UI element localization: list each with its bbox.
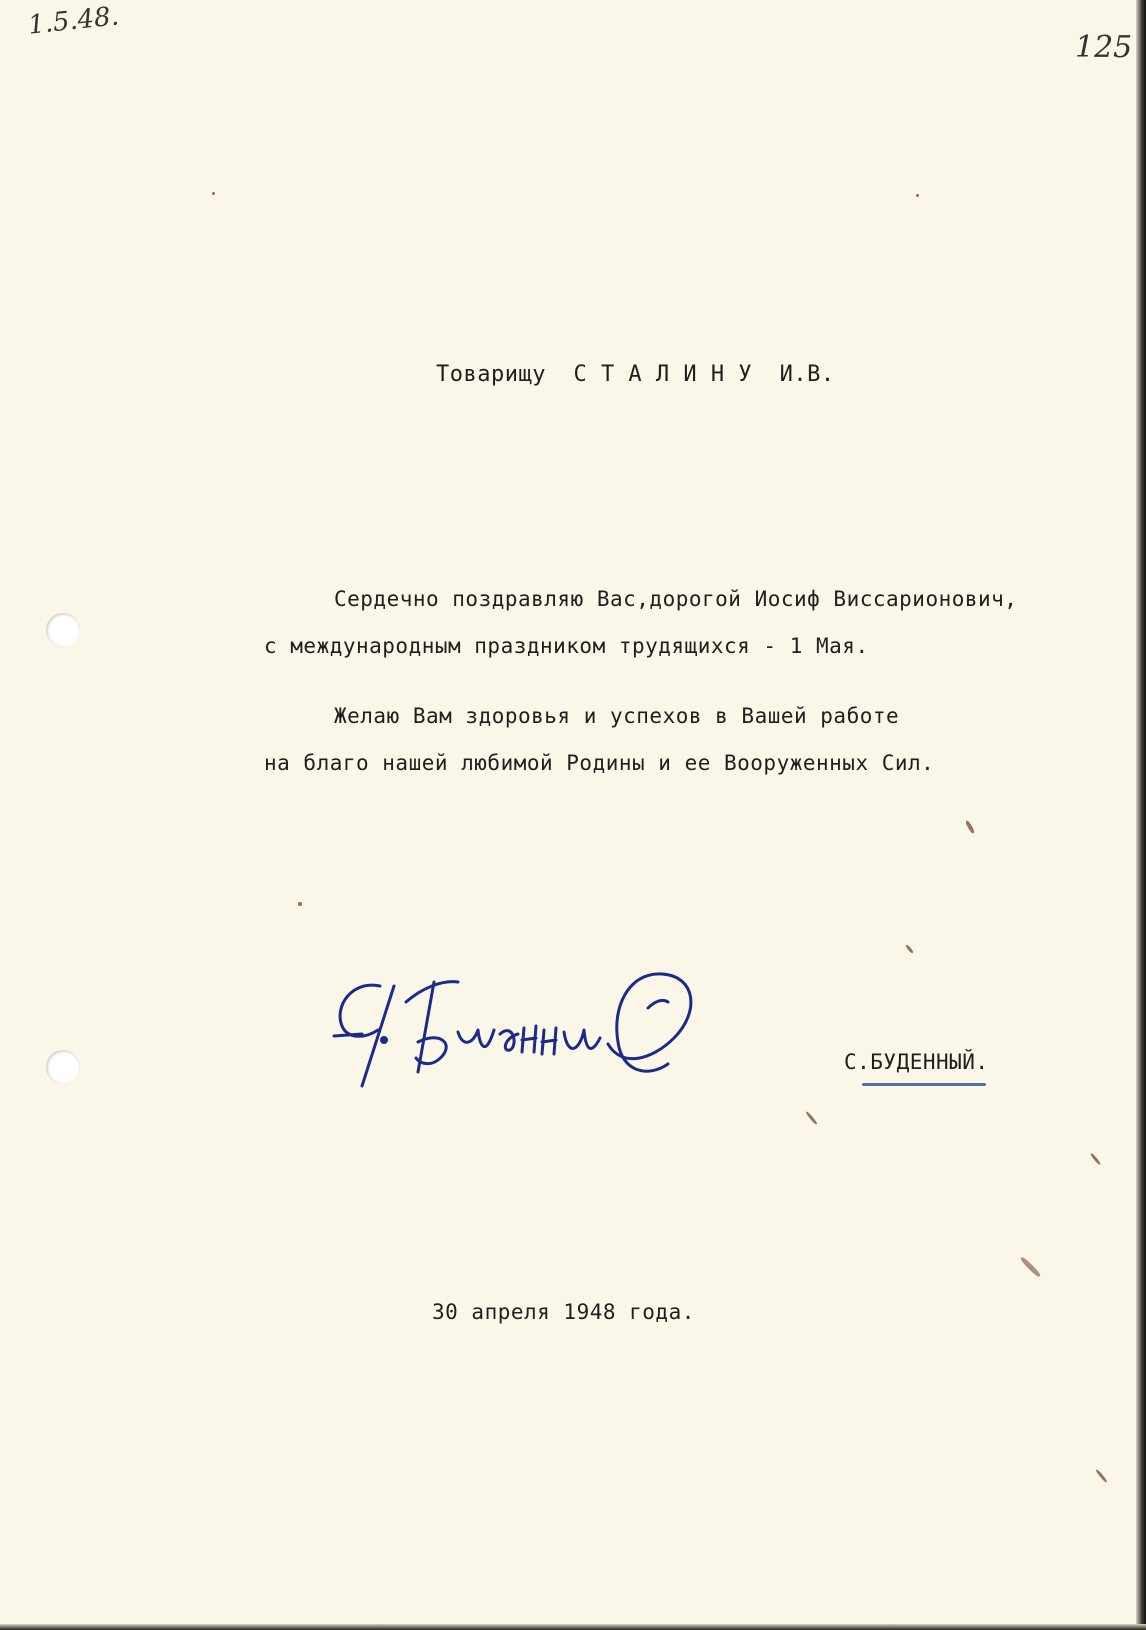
paper-speck: [1020, 1256, 1042, 1278]
paper-speck: [1090, 1153, 1101, 1166]
paper-speck: [916, 194, 919, 197]
paragraph-1-line-1: Сердечно поздравляю Вас,дорогой Иосиф Виссарионович,: [334, 587, 1018, 611]
signatory-underline: [862, 1083, 986, 1086]
addressee-line: Товарищу С Т А Л И Н У И.В.: [436, 362, 835, 387]
page-edge-bottom: [0, 1624, 1146, 1630]
letter-date: 30 апреля 1948 года.: [432, 1300, 695, 1324]
paper-speck: [1095, 1469, 1108, 1483]
paper-speck: [212, 192, 215, 195]
archive-date-note: 1.5.48.: [26, 1, 121, 41]
handwritten-signature: [322, 968, 732, 1098]
paragraph-2-line-1: Желаю Вам здоровья и успехов в Вашей работе: [334, 704, 900, 728]
paper-speck: [298, 902, 302, 906]
paragraph-2-line-2: на благо нашей любимой Родины и ее Вооруженных Сил.: [264, 751, 935, 775]
signatory-name: С.БУДЕННЫЙ.: [844, 1050, 989, 1074]
paper-speck: [905, 944, 914, 954]
punch-hole-bottom: [46, 1050, 80, 1084]
paragraph-1-line-2: с международным праздником трудящихся - 1 Мая.: [264, 634, 869, 658]
paper-speck: [965, 820, 975, 834]
page-edge-right: [1136, 0, 1146, 1630]
punch-hole-top: [46, 613, 80, 647]
paper-speck: [805, 1111, 818, 1125]
archive-page-number: 125: [1075, 30, 1133, 65]
